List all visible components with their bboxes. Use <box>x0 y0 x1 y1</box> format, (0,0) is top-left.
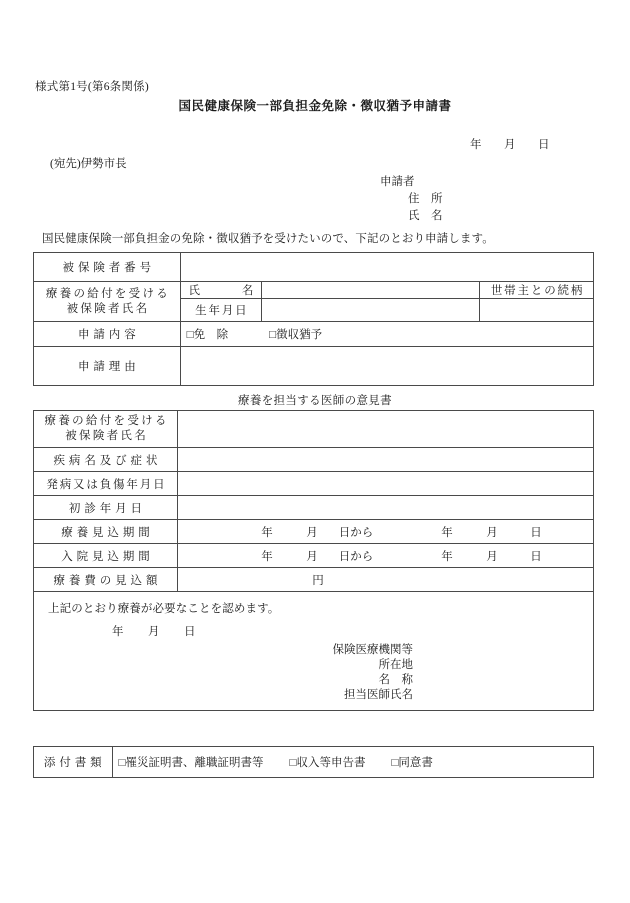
table-row <box>34 592 594 711</box>
request-reason-label: 申請理由 <box>34 347 181 386</box>
checkbox-deferral[interactable]: □徴収猶予 <box>269 329 323 341</box>
hospital-period-label: 入院見込期間 <box>34 544 178 568</box>
certification-year: 年 <box>112 626 124 638</box>
hospital-period-from-year: 年 <box>261 550 273 563</box>
hospital-period-to-day: 日 <box>530 550 542 563</box>
request-reason-field[interactable] <box>180 347 593 386</box>
institution-signature-block <box>333 643 414 703</box>
attachments-options <box>112 747 593 778</box>
doctor-insured-name-label-line2: 被保険者氏名 <box>65 430 149 442</box>
certification-date-line[interactable] <box>112 623 196 639</box>
table-row <box>34 496 594 520</box>
treatment-period-from-year: 年 <box>261 526 273 539</box>
name-field[interactable] <box>262 282 480 299</box>
institution-location-label: 所在地 <box>378 659 413 671</box>
certification-block <box>34 592 594 711</box>
table-row <box>34 282 594 299</box>
table-row <box>34 544 594 568</box>
hospital-period-from-month: 月 <box>306 550 318 563</box>
table-row <box>34 747 594 778</box>
applicant-table <box>33 252 594 386</box>
table-row <box>34 568 594 592</box>
attachments-table <box>33 746 594 778</box>
applicant-address-label: 住 所 <box>408 193 443 205</box>
attachments-label: 添付書類 <box>34 747 113 778</box>
insured-number-field[interactable] <box>180 253 593 282</box>
issue-date-day: 日 <box>538 139 550 151</box>
checkbox-consent-form[interactable]: □同意書 <box>391 757 433 769</box>
cost-unit: 円 <box>312 574 324 587</box>
first-visit-label: 初診年月日 <box>34 496 178 520</box>
insured-name-label-line2: 被保険者氏名 <box>66 302 150 315</box>
doctor-name-label: 担当医師氏名 <box>344 689 413 701</box>
applicant-label: 申請者 <box>380 176 415 188</box>
table-row <box>34 322 594 347</box>
table-row <box>34 253 594 282</box>
table-row <box>34 448 594 472</box>
certification-text: 上記のとおり療養が必要なことを認めます。 <box>48 603 280 615</box>
institution-name-label: 名 称 <box>378 674 413 686</box>
insured-name-label <box>34 282 181 322</box>
first-visit-field[interactable] <box>177 496 593 520</box>
treatment-period-to-year: 年 <box>441 526 453 539</box>
insured-name-label-line1: 療養の給付を受ける <box>45 287 171 300</box>
institution-label: 保険医療機関等 <box>332 644 413 656</box>
doctor-section-caption: 療養を担当する医師の意見書 <box>238 395 392 407</box>
doctor-insured-name-label <box>34 411 178 448</box>
table-row <box>34 472 594 496</box>
treatment-period-from-day: 日から <box>338 526 374 539</box>
doctor-insured-name-label-line1: 療養の給付を受ける <box>44 415 169 427</box>
doctor-insured-name-field[interactable] <box>177 411 593 448</box>
applicant-name-label: 氏 名 <box>408 210 443 222</box>
certification-day: 日 <box>184 626 196 638</box>
certification-month: 月 <box>148 626 160 638</box>
table-row <box>34 347 594 386</box>
hospital-period-from-day: 日から <box>338 550 374 563</box>
relationship-label: 世帯主との続柄 <box>480 282 594 299</box>
checkbox-income-declaration[interactable]: □収入等申告書 <box>289 757 366 769</box>
treatment-period-field[interactable] <box>177 520 593 544</box>
table-row <box>34 520 594 544</box>
disease-field[interactable] <box>177 448 593 472</box>
treatment-period-label: 療養見込期間 <box>34 520 178 544</box>
form-number: 様式第1号(第6条関係) <box>35 81 149 93</box>
applicant-signature-block <box>380 174 443 225</box>
request-type-options <box>180 322 593 347</box>
issue-date-month: 月 <box>504 139 516 151</box>
hospital-period-field[interactable] <box>177 544 593 568</box>
hospital-period-to-year: 年 <box>441 550 453 563</box>
birthdate-label: 生年月日 <box>180 299 262 322</box>
relationship-field[interactable] <box>480 299 594 322</box>
cost-estimate-label: 療養費の見込額 <box>34 568 178 592</box>
addressee: (宛先)伊勢市長 <box>50 158 127 170</box>
checkbox-disaster-certificate[interactable]: □罹災証明書、離職証明書等 <box>118 757 264 769</box>
checkbox-exemption[interactable]: □免 除 <box>186 329 229 341</box>
hospital-period-to-month: 月 <box>486 550 498 563</box>
issue-date-line <box>470 136 550 152</box>
treatment-period-to-month: 月 <box>486 526 498 539</box>
insured-number-label: 被保険者番号 <box>34 253 181 282</box>
table-row <box>34 411 594 448</box>
doctor-opinion-table <box>33 410 594 711</box>
name-label: 氏 名 <box>180 282 262 299</box>
cost-estimate-field[interactable] <box>177 568 593 592</box>
treatment-period-from-month: 月 <box>306 526 318 539</box>
onset-date-label: 発病又は負傷年月日 <box>34 472 178 496</box>
birthdate-field[interactable] <box>262 299 480 322</box>
onset-date-field[interactable] <box>177 472 593 496</box>
page-title: 国民健康保険一部負担金免除・徴収猶予申請書 <box>178 99 452 113</box>
intro-text: 国民健康保険一部負担金の免除・徴収猶予を受けたいので、下記のとおり申請します。 <box>42 233 494 245</box>
request-type-label: 申請内容 <box>34 322 181 347</box>
disease-label: 疾病名及び症状 <box>34 448 178 472</box>
treatment-period-to-day: 日 <box>530 526 542 539</box>
issue-date-year: 年 <box>470 139 482 151</box>
